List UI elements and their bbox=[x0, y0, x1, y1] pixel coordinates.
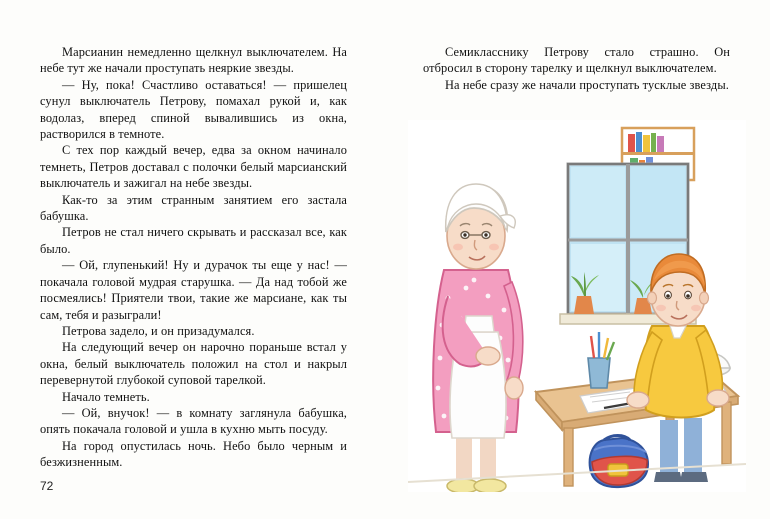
paragraph: На город опустилась ночь. Небо было черным и безжизненным. bbox=[40, 438, 347, 470]
right-text-column bbox=[423, 44, 730, 93]
paragraph: С тех пор каждый вечер, едва за окном начинало темнеть, Петров доставал с полочки белый марсианский выключатель и зажигал на небе звезды. bbox=[40, 143, 347, 191]
page-number-left: 72 bbox=[40, 479, 54, 493]
paragraph: Петров не стал ничего скрывать и рассказал все, как было. bbox=[40, 225, 347, 256]
paragraph: Марсианин немедленно щелкнул выключателем. На небе тут же начали проступать неяркие звезды. bbox=[40, 45, 347, 76]
paragraph: — Ой, глупенький! Ну и дурачок ты еще у нас! — покачала головой мудрая старушка. — Да над тобой же посмеялись! Приятели твои, такие же марсиане, как ты сам, тебя и разыграли! bbox=[40, 258, 347, 322]
paragraph: Петрова задело, и он призадумался. bbox=[62, 323, 255, 338]
paragraph: — Ну, пока! Счастливо оставаться! — пришелец сунул выключатель Петрову, помахал рукой и, как водолаз, вперед спиной вывалившись из окна, растворился в темноте. bbox=[40, 77, 347, 142]
illustration-grandmother-and-boy bbox=[408, 120, 746, 492]
left-text-column bbox=[40, 44, 347, 471]
paragraph: Семикласснику Петрову стало страшно. Он отбросил в сторону тарелку и щелкнул выключателем. bbox=[423, 45, 730, 76]
paragraph: — Ой, внучок! — в комнату заглянула бабушка, опять покачала головой и ушла в кухню мыть посуду. bbox=[40, 405, 347, 437]
paragraph: Как-то за этим странным занятием его застала бабушка. bbox=[40, 192, 347, 224]
paragraph: На небе сразу же начали проступать тусклые звезды. bbox=[445, 77, 729, 92]
paragraph: На следующий вечер он нарочно пораньше встал у окна, белый выключатель положил на стол и накрыл перевернутой глубокой суповой тарелкой. bbox=[40, 340, 347, 388]
paragraph: Начало темнеть. bbox=[62, 389, 150, 404]
